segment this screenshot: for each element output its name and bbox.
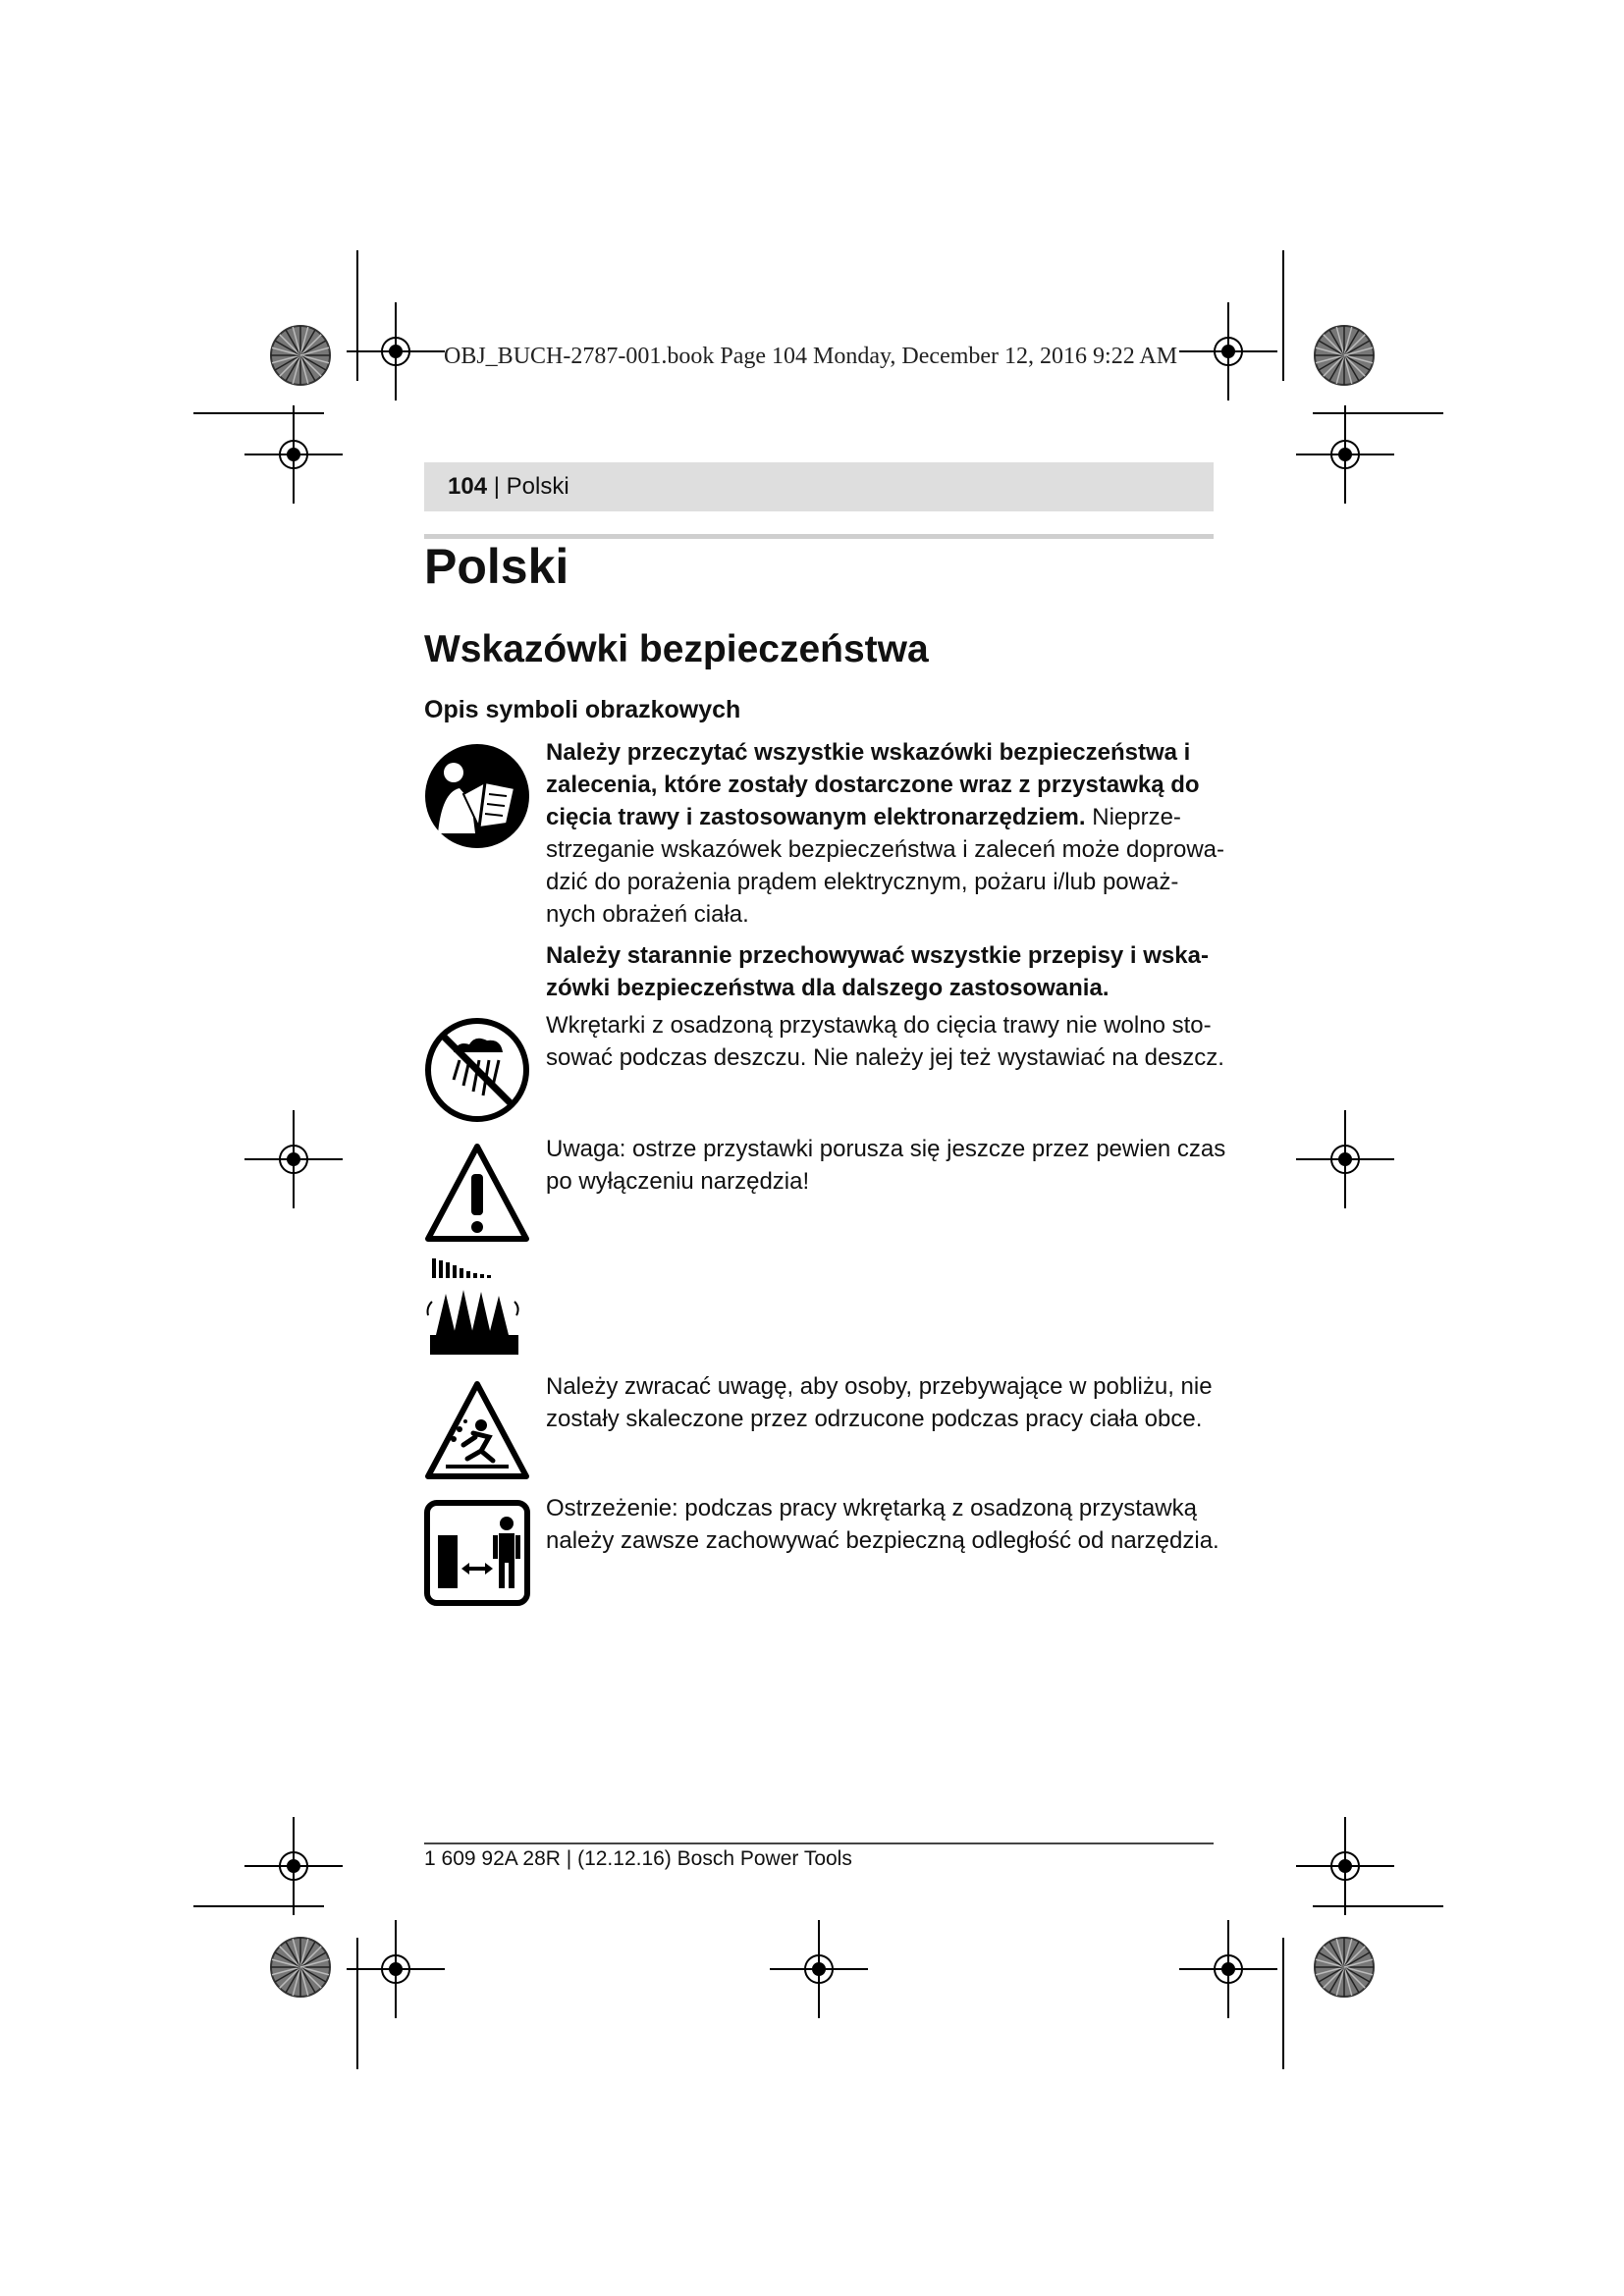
flying-debris-icon (424, 1378, 530, 1489)
text-line: sować podczas deszczu. Nie należy jej też wystawiać na deszcz. (546, 1044, 1224, 1071)
safety-text-blade-coasting (546, 1133, 1226, 1198)
print-info-line: OBJ_BUCH-2787-001.book Page 104 Monday, December 12, 2016 9:22 AM (444, 344, 1178, 369)
text-line: Uwaga: ostrze przystawki porusza się jeszcze przez pewien czas (546, 1136, 1226, 1162)
text-line: dzić do porażenia prądem elektrycznym, pożaru i/lub poważ- (546, 869, 1179, 895)
text-line: zostały skaleczone przez odrzucone podczas pracy ciała obce. (546, 1406, 1203, 1432)
safety-text-keep-instructions (546, 939, 1223, 1004)
text-line: zalecenia, które zostały dostarczone wraz z przystawką do (546, 772, 1200, 798)
safety-text-safe-distance (546, 1492, 1223, 1557)
warning-triangle-icon (424, 1141, 530, 1252)
footer-rule (424, 1842, 1214, 1844)
page-title: Polski (424, 539, 569, 594)
safety-text-flying-debris (546, 1370, 1223, 1435)
text-line: Ostrzeżenie: podczas pracy wkrętarką z osadzoną przystawką (546, 1495, 1197, 1522)
text-line: Wkrętarki z osadzoną przystawką do cięcia trawy nie wolno sto- (546, 1012, 1212, 1039)
text-line: Należy zwracać uwagę, aby osoby, przebywające w pobliżu, nie (546, 1373, 1213, 1400)
read-manual-icon (424, 743, 530, 854)
safe-distance-icon (424, 1500, 530, 1611)
subsection-title: Opis symboli obrazkowych (424, 696, 741, 723)
text-line: Należy starannie przechowywać wszystkie przepisy i wska- (546, 942, 1209, 969)
text-line: nych obrażeń ciała. (546, 901, 749, 928)
safety-text-no-rain (546, 1009, 1223, 1074)
page-header-bar (424, 462, 1214, 511)
text-line: Należy przeczytać wszystkie wskazówki bezpieczeństwa i (546, 739, 1191, 766)
section-title: Wskazówki bezpieczeństwa (424, 628, 929, 670)
no-rain-icon (424, 1017, 530, 1128)
text-line: strzeganie wskazówek bezpieczeństwa i zaleceń może doprowa- (546, 836, 1225, 863)
blade-rundown-icon (424, 1256, 530, 1367)
text-line: należy zawsze zachowywać bezpieczną odległość od narzędzia. (546, 1527, 1219, 1554)
header-separator: | (493, 473, 500, 500)
safety-text-read-instructions (546, 736, 1223, 931)
page-number: 104 (448, 473, 488, 500)
page-footer: 1 609 92A 28R | (12.12.16) Bosch Power Tools (424, 1847, 852, 1870)
text-line-bold: cięcia trawy i zastosowanym elektronarzędziem. (546, 804, 1086, 830)
text-line-normal: Nieprze- (1085, 804, 1181, 830)
header-section: Polski (506, 473, 569, 500)
text-line: po wyłączeniu narzędzia! (546, 1168, 810, 1195)
text-line: zówki bezpieczeństwa dla dalszego zastosowania. (546, 975, 1110, 1001)
